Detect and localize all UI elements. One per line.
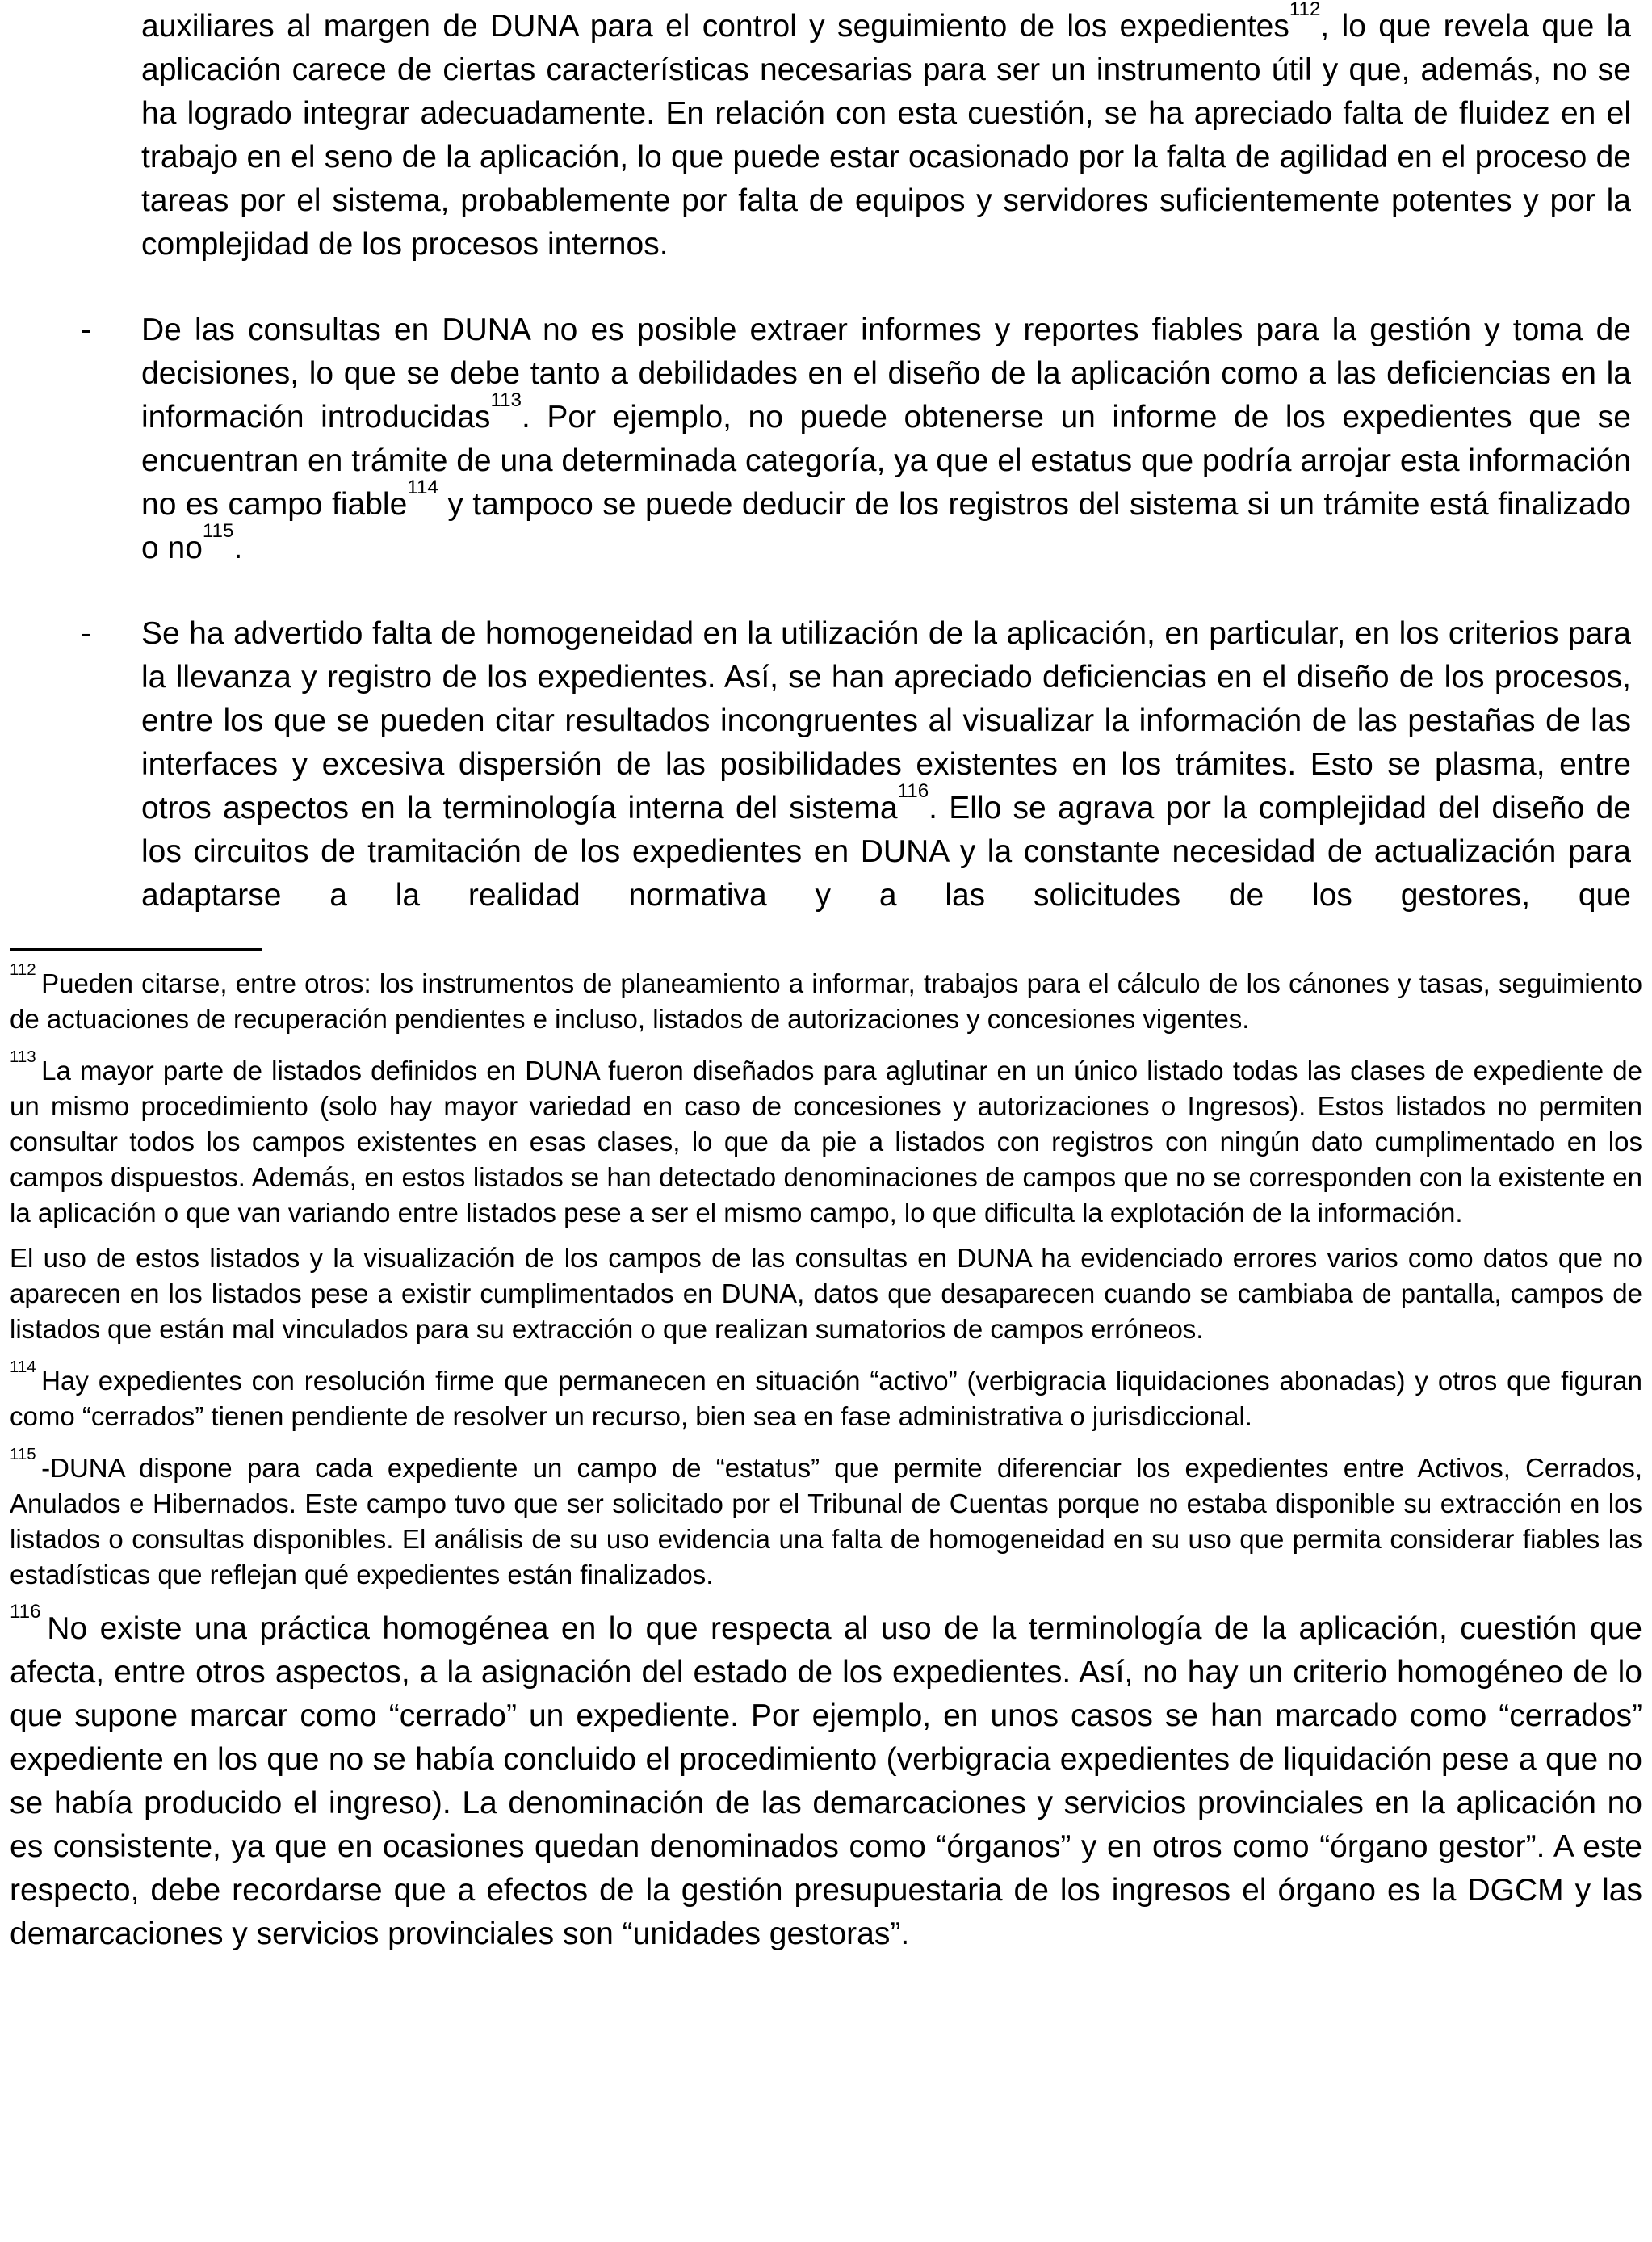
footnote-ref: 113 — [490, 388, 522, 411]
footnote-paragraph — [10, 1241, 1642, 1347]
footnote-text: La mayor parte de listados definidos en DUNA fueron diseñados para aglutinar en un único listado todas las clases de expediente de un mismo procedimiento (solo hay mayor variedad en caso de concesiones y autorizaciones o Ingresos). Estos listados no permiten consultar todos los campos existentes en esas clases, lo que da pie a listados con registros con ningún dato cumplimentado en los campos dispuestos. Además, en estos listados se han detectado denominaciones de campos que no se corresponden con la existente en la aplicación o que van variando entre listados pese a ser el mismo campo, lo que dificulta la explotación de la información. — [10, 1056, 1642, 1228]
bullet-dash: - — [81, 616, 91, 651]
footnote-number: 113 — [10, 1047, 36, 1066]
text-run: De las consultas en DUNA no es posible extraer informes y reportes fiables para la gestión y toma de decisiones, lo que se debe tanto a debilidades en el diseño de la aplicación como a las deficiencias en la información introducidas — [141, 313, 1631, 435]
bullet-paragraph — [81, 309, 1631, 570]
footnote-ref: 115 — [202, 519, 234, 542]
body-section — [0, 0, 1652, 917]
footnote-text: Hay expedientes con resolución firme que permanecen en situación “activo” (verbigracia liquidaciones abonadas) y otros que figuran como “cerrados” tienen pendiente de resolver un recurso, bien sea en fase administrativa o jurisdiccional. — [10, 1366, 1642, 1431]
footnote-paragraph — [10, 959, 1642, 1037]
footnote-number: 115 — [10, 1444, 36, 1463]
text-run: y tampoco se puede deducir de los registros del sistema si un trámite está finalizado o no — [141, 487, 1631, 565]
text-run: . Ello se agrava por la complejidad del diseño de los circuitos de tramitación de los expedientes en DUNA y la constante necesidad de actualización para adaptarse a la realidad normativa y a las solicitudes de los gestores, que — [141, 791, 1632, 913]
footnote-116 — [10, 1600, 1642, 1956]
footnote-ref: 112 — [1289, 0, 1321, 20]
text-run: , lo que revela que la aplicación carece de ciertas características necesarias para ser un instrumento útil y que, además, no se ha logrado integrar adecuadamente. En relación con esta cuestión, se ha apreciado falta de fluidez en el trabajo en el seno de la aplicación, lo que puede estar ocasionado por la falta de agilidad en el proceso de tareas por el sistema, probablemente por falta de equipos y servidores suficientemente potentes y por la complejidad de los procesos internos. — [141, 9, 1631, 262]
footnote-paragraph — [10, 1047, 1642, 1231]
footnote-114 — [10, 1357, 1642, 1434]
footnote-number: 114 — [10, 1357, 36, 1376]
text-run: . — [233, 531, 243, 565]
body-paragraph — [141, 0, 1631, 267]
footnote-paragraph — [10, 1444, 1642, 1593]
text-run: . Por ejemplo, no puede obtenerse un informe de los expedientes que se encuentran en trámite de una determinada categoría, ya que el estatus que podría arrojar esta información no es campo fiable — [141, 400, 1631, 522]
footnote-text: -DUNA dispone para cada expediente un campo de “estatus” que permite diferenciar los expedientes entre Activos, Cerrados, Anulados e Hibernados. Este campo tuvo que ser solicitado por el Tribunal de Cuentas porque no estaba disponible su extracción en los listados o consultas disponibles. El análisis de su uso evidencia una falta de homogeneidad en su uso que permita considerar fiables las estadísticas que reflejan qué expedientes están finalizados. — [10, 1453, 1642, 1589]
footnote-112 — [10, 959, 1642, 1037]
footnote-number: 112 — [10, 959, 36, 979]
footnote-ref: 114 — [407, 476, 438, 498]
footnote-paragraph — [10, 1357, 1642, 1434]
footnote-text: No existe una práctica homogénea en lo que respecta al uso de la terminología de la aplicación, cuestión que afecta, entre otros aspectos, a la asignación del estado de los expedientes. Así, no hay un criterio homogéneo de lo que supone marcar como “cerrado” un expediente. Por ejemplo, en unos casos se han marcado como “cerrados” expediente en los que no se había concluido el procedimiento (verbigracia expedientes de liquidación pese a que no se había producido el ingreso). La denominación de las demarcaciones y servicios provinciales en la aplicación no es consistente, ya que en ocasiones quedan denominados como “órganos” y en otros como “órgano gestor”. A este respecto, debe recordarse que a efectos de la gestión presupuestaria de los ingresos el órgano es la DGCM y las demarcaciones y servicios provinciales son “unidades gestoras”. — [10, 1611, 1642, 1951]
footnote-ref: 116 — [897, 779, 929, 802]
text-run: auxiliares al margen de DUNA para el control y seguimiento de los expedientes — [141, 9, 1289, 44]
footnote-115 — [10, 1444, 1642, 1593]
footnote-text: Pueden citarse, entre otros: los instrumentos de planeamiento a informar, trabajos para el cálculo de los cánones y tasas, seguimiento de actuaciones de recuperación pendientes e incluso, listados de autorizaciones y concesiones vigentes. — [10, 968, 1642, 1034]
footnote-113 — [10, 1047, 1642, 1347]
footnotes-section — [0, 951, 1652, 1956]
footnote-paragraph — [10, 1600, 1642, 1956]
footnote-text: El uso de estos listados y la visualización de los campos de las consultas en DUNA ha evidenciado errores varios como datos que no aparecen en los listados pese a existir cumplimentados en DUNA, datos que desaparecen cuando se cambiaba de pantalla, campos de listados que están mal vinculados para su extracción o que realizan sumatorios de campos erróneos. — [10, 1243, 1642, 1344]
footnote-number: 116 — [10, 1600, 41, 1623]
bullet-dash: - — [81, 313, 91, 347]
text-run: Se ha advertido falta de homogeneidad en la utilización de la aplicación, en particular, en los criterios para la llevanza y registro de los expedientes. Así, se han apreciado deficiencias en el diseño de los procesos, entre los que se pueden citar resultados incongruentes al visualizar la información de las pestañas de las interfaces y excesiva dispersión de las posibilidades existentes en los trámites. Esto se plasma, entre otros aspectos en la terminología interna del sistema — [141, 616, 1631, 825]
bullet-paragraph — [81, 612, 1632, 917]
